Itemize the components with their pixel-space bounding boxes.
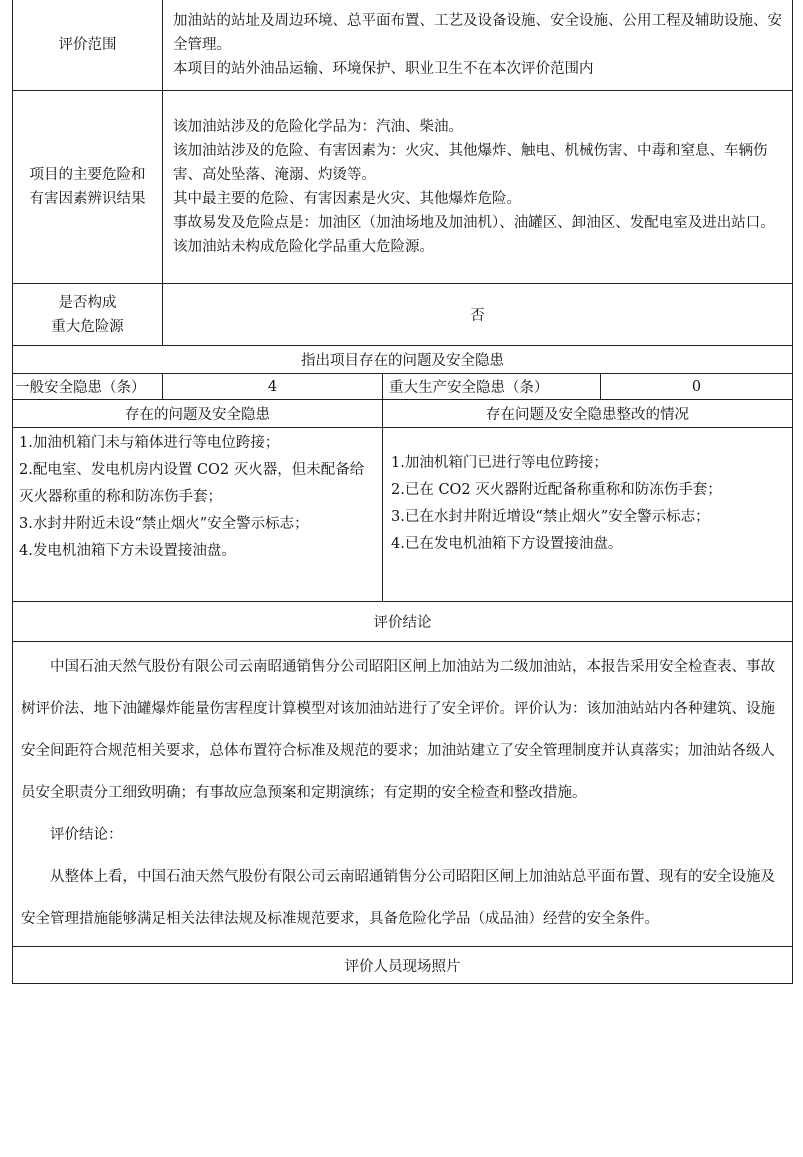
scope-label: 评价范围 [13, 0, 163, 91]
major-hazard-count-label: 重大生产安全隐患（条） [383, 374, 601, 400]
conclusion-header: 评价结论 [13, 602, 793, 642]
photos-header: 评价人员现场照片 [13, 947, 793, 984]
issues-column-header: 存在的问题及安全隐患 [13, 400, 383, 428]
evaluation-summary-table [12, 0, 793, 984]
conclusion-body [13, 642, 793, 947]
issues-fixes-header-row [13, 400, 793, 428]
hazards-row [13, 91, 793, 284]
hazards-label: 项目的主要危险和有害因素辨识结果 [13, 91, 163, 284]
fix-item: 4.已在发电机油箱下方设置接油盘。 [391, 536, 623, 552]
issue-item: 2.配电室、发电机房内设置 CO2 灭火器，但未配备给灭火器称重的称和防冻伤手套； [19, 462, 365, 505]
conclusion-header-row [13, 602, 793, 642]
major-hazard-count-value: 0 [601, 374, 793, 400]
conclusion-paragraph-1: 中国石油天然气股份有限公司云南昭通销售分公司昭阳区闸上加油站为二级加油站，本报告采用安全检查表、事故树评价法、地下油罐爆炸能量伤害程度计算模型对该加油站进行了安全评价。评价认为：该加油站站内各种建筑、设施安全间距符合规范相关要求，总体布置符合标准及规范的要求；加油站建立了安全管理制度并认真落实；加油站各级人员安全职责分工细致明确；有事故应急预案和定期演练；有定期的安全检查和整改措施。 [21, 659, 775, 801]
hazards-line-3: 其中最主要的危险、有害因素是火灾、其他爆炸危险。 [173, 191, 521, 207]
general-hazard-count-value: 4 [163, 374, 383, 400]
counts-row [13, 374, 793, 400]
hazards-line-2: 该加油站涉及的危险、有害因素为：火灾、其他爆炸、触电、机械伤害、中毒和窒息、车辆伤害、高处坠落、淹溺、灼烫等。 [173, 143, 768, 183]
problems-header: 指出项目存在的问题及安全隐患 [13, 346, 793, 374]
issue-item: 4.发电机油箱下方未设置接油盘。 [19, 543, 236, 559]
scope-line-1: 加油站的站址及周边环境、总平面布置、工艺及设备设施、安全设施、公用工程及辅助设施、安全管理。 [173, 12, 782, 53]
fix-item: 3.已在水封井附近增设“禁止烟火”安全警示标志； [391, 509, 710, 525]
hazards-line-5: 该加油站未构成危险化学品重大危险源。 [173, 239, 434, 255]
hazards-line-4: 事故易发及危险点是：加油区（加油场地及加油机）、油罐区、卸油区、发配电室及进出站口。 [173, 215, 775, 231]
evaluation-summary-table-wrapper [12, 0, 792, 984]
major-hazard-value: 否 [163, 284, 793, 346]
conclusion-paragraph-2: 评价结论： [50, 827, 123, 843]
fixes-list [383, 428, 793, 602]
scope-content [163, 0, 793, 91]
scope-row [13, 0, 793, 91]
major-hazard-label-line-1: 是否构成 [58, 294, 117, 311]
issue-item: 3.水封井附近未设“禁止烟火”安全警示标志； [19, 516, 309, 532]
fix-item: 1.加油机箱门已进行等电位跨接； [391, 455, 608, 471]
photos-header-row [13, 947, 793, 984]
issue-item: 1.加油机箱门未与箱体进行等电位跨接； [19, 435, 280, 451]
general-hazard-count-label: 一般安全隐患（条） [13, 374, 163, 400]
fix-item: 2.已在 CO2 灭火器附近配备称重称和防冻伤手套； [391, 482, 722, 498]
conclusion-paragraph-3: 从整体上看，中国石油天然气股份有限公司云南昭通销售分公司昭阳区闸上加油站总平面布置、现有的安全设施及安全管理措施能够满足相关法律法规及标准规范要求，具备危险化学品（成品油）经营的安全条件。 [21, 869, 775, 927]
hazards-content [163, 91, 793, 284]
issues-fixes-row [13, 428, 793, 602]
conclusion-body-row [13, 642, 793, 947]
issues-list [13, 428, 383, 602]
major-hazard-label-line-2: 重大危险源 [51, 318, 124, 335]
scope-line-2: 本项目的站外油品运输、环境保护、职业卫生不在本次评价范围内 [173, 60, 594, 77]
fixes-column-header: 存在问题及安全隐患整改的情况 [383, 400, 793, 428]
major-hazard-row [13, 284, 793, 346]
major-hazard-label [13, 284, 163, 346]
problems-header-row [13, 346, 793, 374]
hazards-line-1: 该加油站涉及的危险化学品为：汽油、柴油。 [173, 119, 463, 135]
